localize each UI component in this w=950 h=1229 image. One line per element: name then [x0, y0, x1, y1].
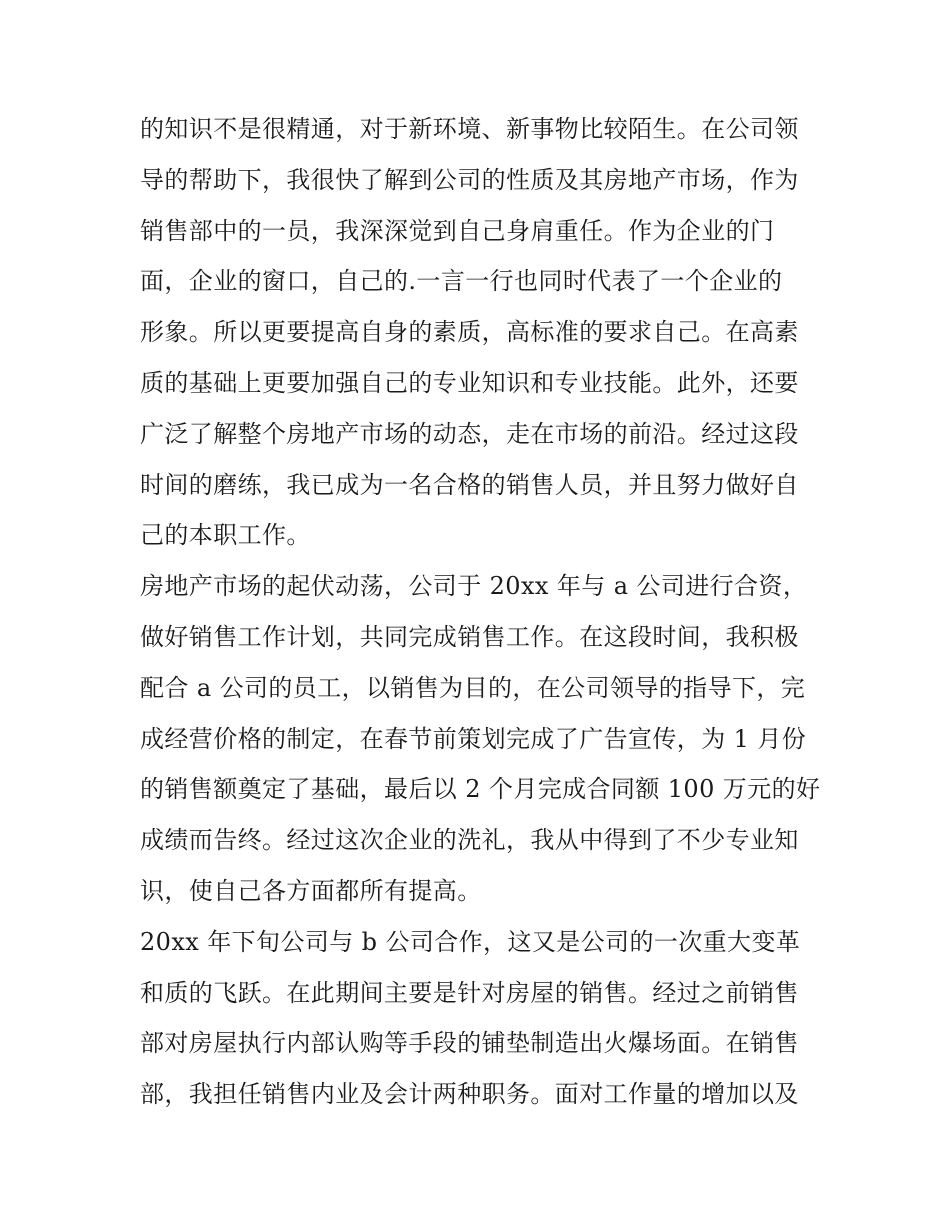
text-line: 成经营价格的制定，在春节前策划完成了广告宣传，为 1 月份	[140, 724, 807, 753]
text-line: 质的基础上更要加强自己的专业知识和专业技能。此外，还要	[140, 368, 799, 397]
text-line: 房地产市场的起伏动荡，公司于 20xx 年与 a 公司进行合资，	[140, 572, 808, 601]
text-line: 成绩而告终。经过这次企业的洗礼，我从中得到了不少专业知	[140, 826, 799, 855]
text-line: 识，使自己各方面都所有提高。	[140, 876, 482, 905]
text-line: 时间的磨练，我已成为一名合格的销售人员，并且努力做好自	[140, 470, 799, 499]
text-line: 销售部中的一员，我深深觉到自己身肩重任。作为企业的门	[140, 216, 775, 245]
text-line: 20xx 年下旬公司与 b 公司合作，这又是公司的一次重大变革	[140, 927, 801, 956]
text-line: 配合 a 公司的员工，以销售为目的，在公司领导的指导下，完	[140, 673, 806, 702]
text-line: 的销售额奠定了基础，最后以 2 个月完成合同额 100 万元的好	[140, 775, 821, 804]
text-line: 做好销售工作计划，共同完成销售工作。在这段时间，我积极	[140, 622, 799, 651]
text-line: 广泛了解整个房地产市场的动态，走在市场的前沿。经过这段	[140, 419, 799, 448]
text-line: 的知识不是很精通，对于新环境、新事物比较陌生。在公司领	[140, 115, 799, 143]
text-line: 导的帮助下，我很快了解到公司的性质及其房地产市场，作为	[140, 165, 799, 194]
text-line: 面，企业的窗口，自己的.一言一行也同时代表了一个企业的	[140, 267, 783, 296]
text-line: 形象。所以更要提高自身的素质，高标准的要求自己。在高素	[140, 318, 799, 347]
text-line: 己的本职工作。	[140, 521, 311, 550]
text-line: 部，我担任销售内业及会计两种职务。面对工作量的增加以及	[140, 1080, 799, 1109]
text-line: 和质的飞跃。在此期间主要是针对房屋的销售。经过之前销售	[140, 978, 799, 1007]
body-text	[140, 104, 830, 1120]
text-line: 部对房屋执行内部认购等手段的铺垫制造出火爆场面。在销售	[140, 1029, 799, 1058]
